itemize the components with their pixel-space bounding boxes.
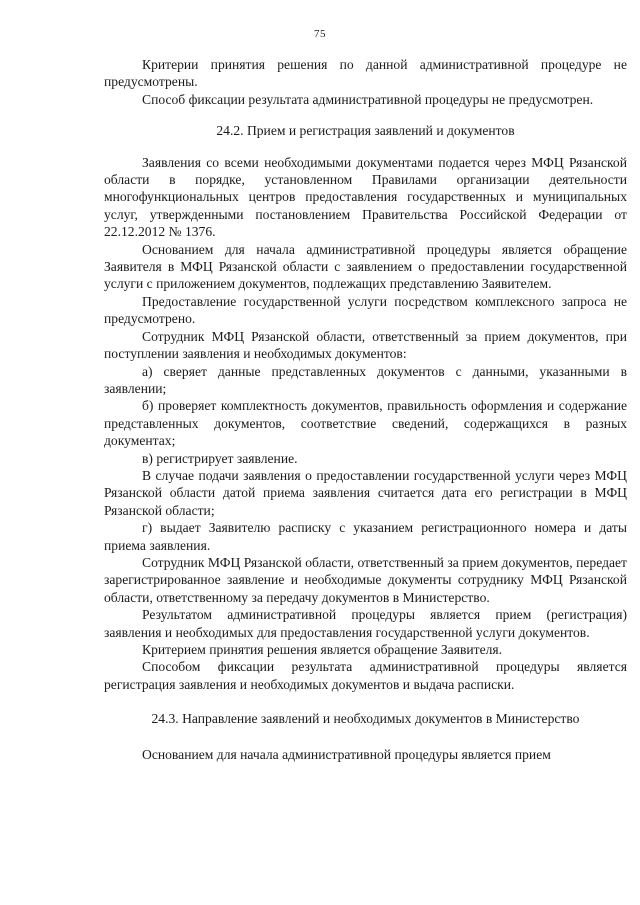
paragraph: Сотрудник МФЦ Рязанской области, ответственный за прием документов, при поступлении заявления и необходимых документов:: [104, 328, 627, 362]
paragraph: Основанием для начала административной процедуры является обращение Заявителя в МФЦ Рязанской области с заявлением о предоставлении государственной услуги с приложением документов, подлежащих представлению Заявителем.: [104, 241, 627, 292]
paragraph: Способ фиксации результата административной процедуры не предусмотрен.: [142, 91, 594, 107]
paragraph: Основанием для начала административной процедуры является прием: [142, 746, 551, 762]
paragraph: Предоставление государственной услуги посредством комплексного запроса не предусмотрено.: [104, 293, 627, 327]
paragraph: Способом фиксации результата административной процедуры является регистрация заявления и необходимых документов и выдача расписки.: [104, 659, 627, 692]
paragraph: В случае подачи заявления о предоставлении государственной услуги через МФЦ Рязанской области датой приема заявления считается дата его регистрации в МФЦ Рязанской области;: [104, 467, 627, 518]
document-body: [104, 56, 627, 763]
paragraph: Критерии принятия решения по данной административной процедуре не предусмотрены.: [104, 57, 627, 90]
page-number: 75: [314, 28, 326, 40]
section-heading: 24.3. Направление заявлений и необходимых документов в Министерство: [151, 711, 580, 727]
paragraph: Критерием принятия решения является обращение Заявителя.: [142, 642, 503, 657]
paragraph: Заявления со всеми необходимыми документами подается через МФЦ Рязанской области в порядке, установленном Правилами организации деятельности многофункциональных центров предоставления государственных и муниципальных услуг, утвержденными постановлением Правительства Российской Федерации от 22.12.2012 № 1376.: [104, 154, 627, 240]
list-item: б) проверяет комплектность документов, правильность оформления и содержание представленных документов, соответствие сведений, содержащихся в разных документах;: [104, 398, 627, 449]
paragraph: Результатом административной процедуры является прием (регистрация) заявления и необходимых для предоставления государственной услуги документов.: [104, 607, 627, 640]
list-item: г) выдает Заявителю расписку с указанием регистрационного номера и даты приема заявления.: [104, 520, 627, 553]
list-item: в) регистрирует заявление.: [142, 450, 298, 466]
paragraph: Сотрудник МФЦ Рязанской области, ответственный за прием документов, передает зарегистрированное заявление и необходимые документы сотруднику МФЦ Рязанской области, ответственному за передачу документов в Министерство.: [104, 554, 627, 605]
section-heading: 24.2. Прием и регистрация заявлений и документов: [216, 123, 515, 139]
list-item: а) сверяет данные представленных документов с данными, указанными в заявлении;: [104, 363, 627, 396]
